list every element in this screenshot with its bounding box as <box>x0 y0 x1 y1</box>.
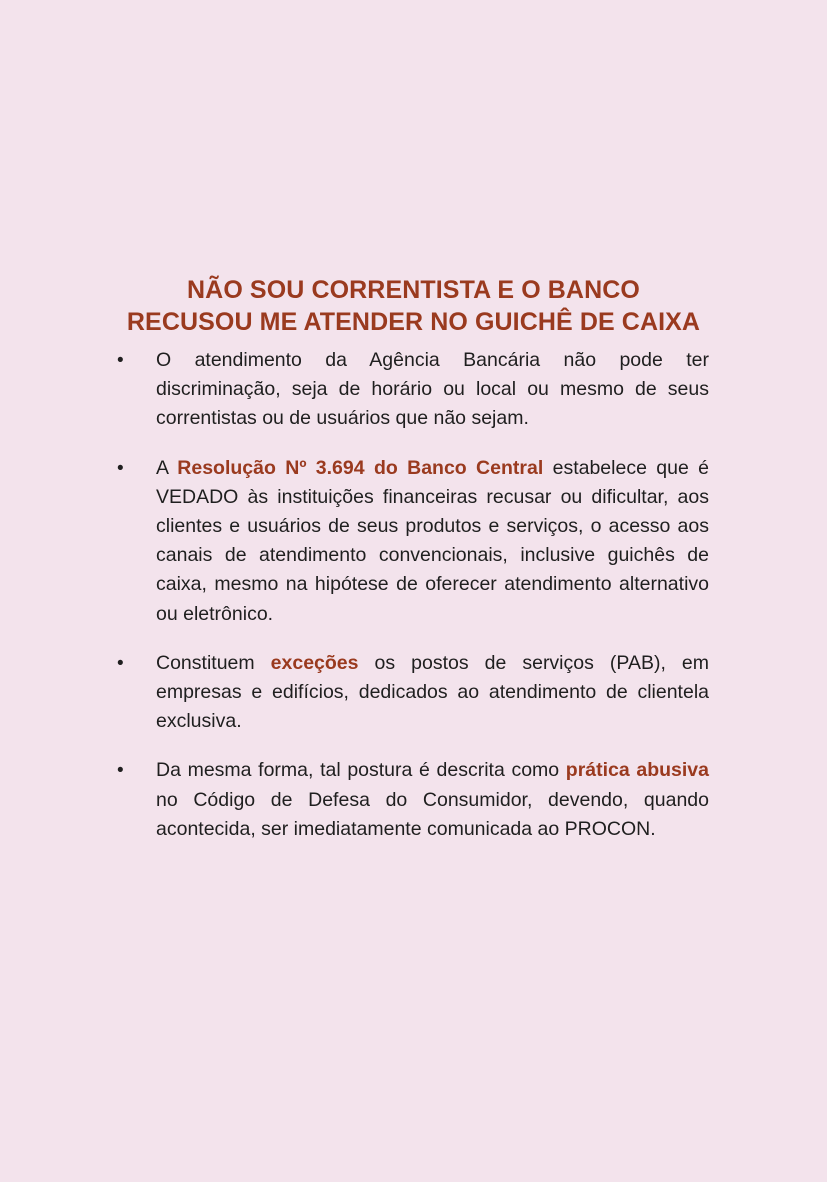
list-item-post: no Código de Defesa do Consumidor, devendo, quando acontecida, ser imediatamente comunicada ao PROCON. <box>156 788 709 840</box>
bullet-icon: • <box>117 652 124 674</box>
list-item-pre: Da mesma forma, tal postura é descrita como <box>156 759 566 782</box>
bullet-icon: • <box>117 350 124 371</box>
page-title-line-2: RECUSOU ME ATENDER NO GUICHÊ DE CAIXA <box>126 308 701 336</box>
list-item-text <box>156 454 709 629</box>
highlight-exceptions: exceções <box>270 651 359 674</box>
highlight-abusive-practice: prática abusiva <box>565 759 709 782</box>
list-item-text <box>156 346 709 434</box>
list-item-text <box>156 649 709 737</box>
list-item-text <box>156 756 709 844</box>
list-item <box>0 346 827 434</box>
highlight-resolution: Resolução Nº 3.694 do Banco Central <box>177 456 544 479</box>
bullet-icon: • <box>117 760 124 782</box>
list-item <box>0 756 827 844</box>
page-title-line-1: NÃO SOU CORRENTISTA E O BANCO <box>187 276 640 304</box>
list-item <box>0 454 827 629</box>
list-item-pre: Constituem <box>156 651 271 674</box>
list-item-post: estabelece que é VEDADO às instituições financeiras recusar ou dificultar, aos clientes e usuários de seus produtos e serviços, o acesso aos canais de atendimento convencionais, inclusive guichês de caixa, mesmo na hipótese de oferecer atendimento alternativo ou eletrônico. <box>156 456 709 625</box>
list-item <box>0 649 827 737</box>
bullet-icon: • <box>117 457 124 479</box>
list-item-body: O atendimento da Agência Bancária não pode ter discriminação, seja de horário ou local ou mesmo de seus correntistas ou de usuários que não sejam. <box>156 349 709 430</box>
bullet-list <box>0 346 827 864</box>
list-item-pre: A <box>156 456 178 479</box>
list-item-post: os postos de serviços (PAB), em empresas e edifícios, dedicados ao atendimento de clientela exclusiva. <box>156 651 709 733</box>
